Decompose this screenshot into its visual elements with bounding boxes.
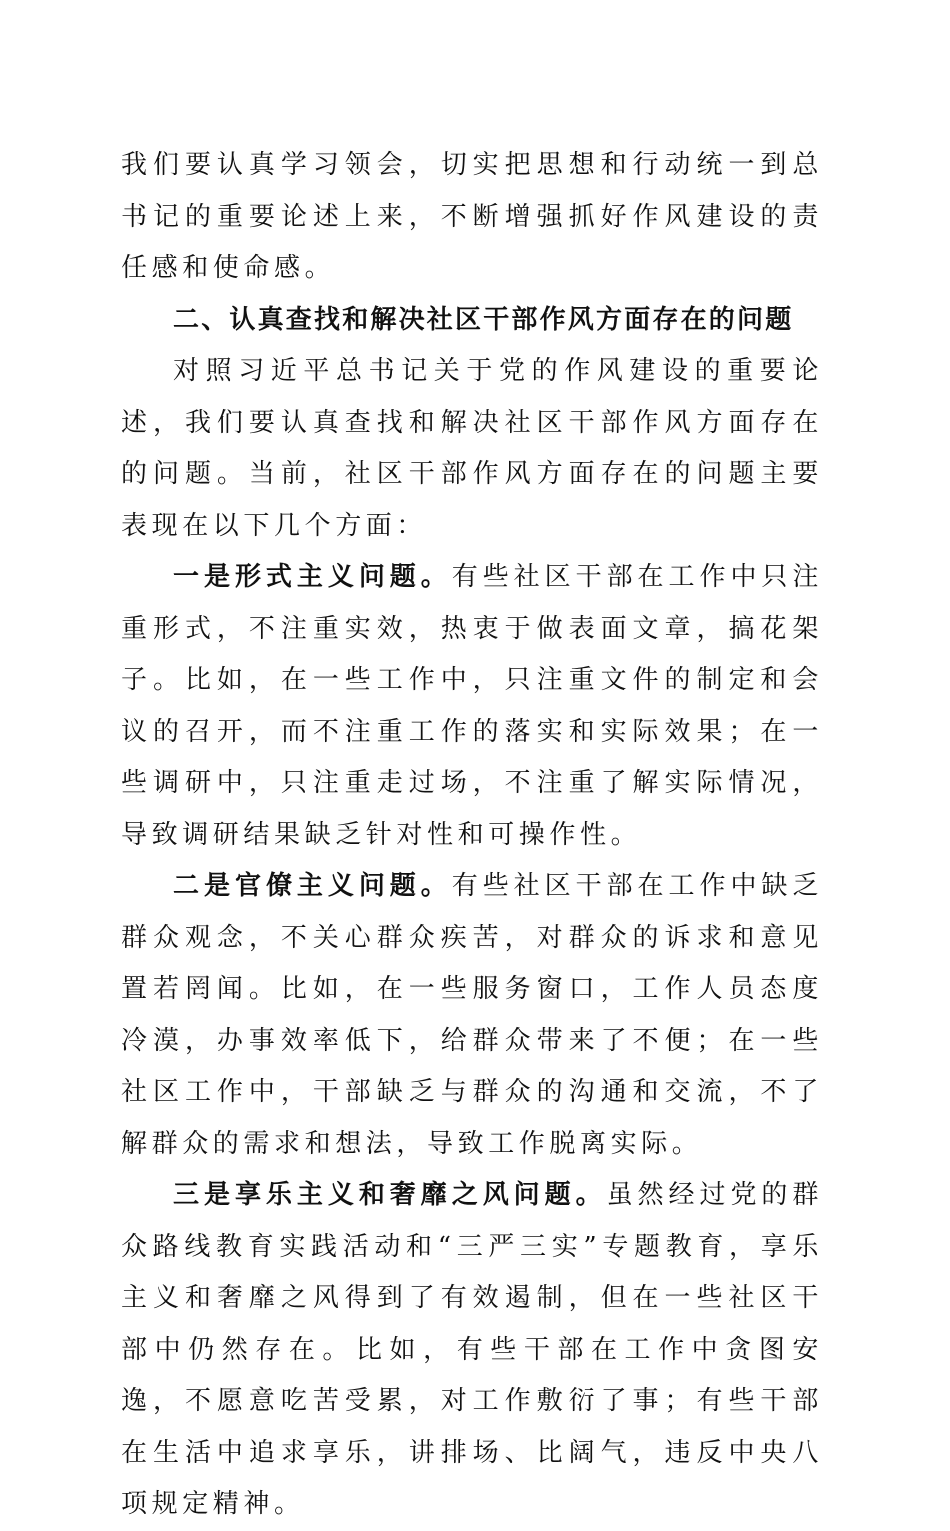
intro-continuation-paragraph: 我们要认真学习领会，切实把思想和行动统一到总书记的重要论述上来，不断增强抓好作风建设的责任感和使命感。 <box>121 150 823 283</box>
section-intro-paragraph: 对照习近平总书记关于党的作风建设的重要论述，我们要认真查找和解决社区干部作风方面存在的问题。当前，社区干部作风方面存在的问题主要表现在以下几个方面： <box>121 356 823 541</box>
point-bureaucratism-lead: 二是官僚主义问题。 <box>173 871 452 901</box>
point-formalism-lead: 一是形式主义问题。 <box>173 562 452 592</box>
point-bureaucratism-body: 有些社区干部在工作中缺乏群众观念，不关心群众疾苦，对群众的诉求和意见置若罔闻。比如，在一些服务窗口，工作人员态度冷漠，办事效率低下，给群众带来了不便；在一些社区工作中，干部缺乏与群众的沟通和交流，不了解群众的需求和想法，导致工作脱离实际。 <box>121 871 823 1159</box>
point-bureaucratism-paragraph <box>121 861 823 1170</box>
point-formalism-body: 有些社区干部在工作中只注重形式，不注重实效，热衷于做表面文章，搞花架子。比如，在一些工作中，只注重文件的制定和会议的召开，而不注重工作的落实和实际效果；在一些调研中，只注重走过场，不注重了解实际情况，导致调研结果缺乏针对性和可操作性。 <box>121 562 823 850</box>
point-hedonism-paragraph <box>121 1170 823 1531</box>
point-hedonism-lead: 三是享乐主义和奢靡之风问题。 <box>173 1180 607 1210</box>
document-body <box>121 140 823 1531</box>
point-hedonism-body: 虽然经过党的群众路线教育实践活动和“三严三实”专题教育，享乐主义和奢靡之风得到了有效遏制，但在一些社区干部中仍然存在。比如，有些干部在工作中贪图安逸，不愿意吃苦受累，对工作敷衍了事；有些干部在生活中追求享乐，讲排场、比阔气，违反中央八项规定精神。 <box>121 1180 823 1519</box>
section-heading: 二、认真查找和解决社区干部作风方面存在的问题 <box>173 304 794 335</box>
point-formalism-paragraph <box>121 552 823 861</box>
